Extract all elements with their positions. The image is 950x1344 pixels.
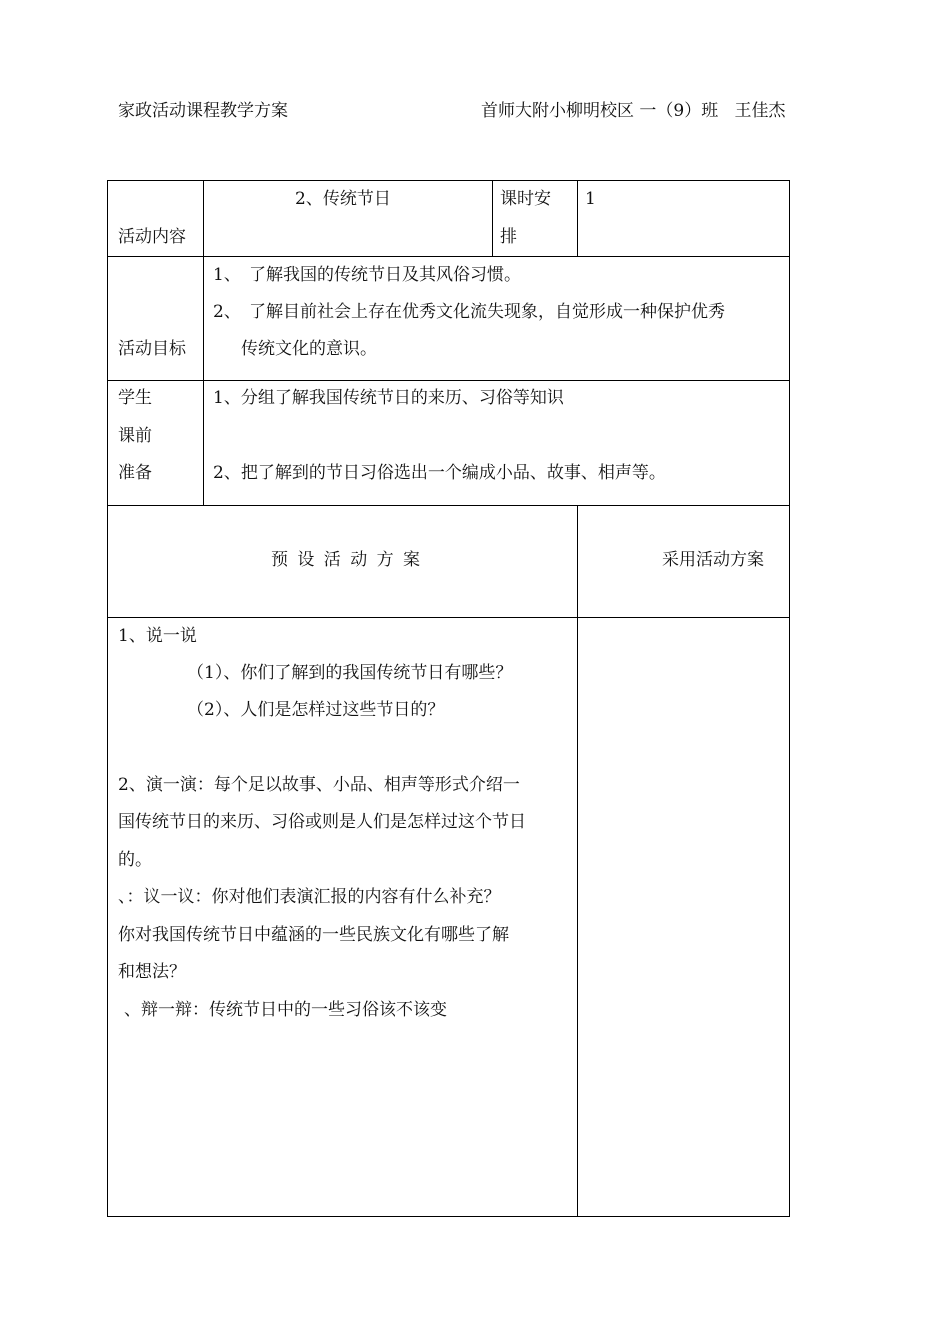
row-divider [107, 617, 790, 618]
school-name: 首师大附小柳明校区 [481, 101, 634, 121]
table-border-bottom [107, 1216, 790, 1217]
row-divider [107, 380, 790, 381]
preset-plan-heading: 预 设 活 动 方 案 [271, 550, 423, 570]
plan-section-3-line1: 、：议一议：你对他们表演汇报的内容有什么补充？ [118, 887, 501, 907]
row-label-student-prep-2: 课前 [118, 426, 152, 446]
goal-2-text-cont: 传统文化的意识。 [241, 339, 377, 359]
goal-2-number: 2、 [213, 302, 241, 322]
plan-section-3-line3: 和想法？ [118, 962, 186, 982]
row-divider [107, 256, 790, 257]
plan-section-3-line2: 你对我国传统节日中蕴涵的一些民族文化有哪些了解 [118, 925, 509, 945]
activity-content-value: 2、传统节日 [295, 189, 391, 209]
plan-section-1-q1: （1）、你们了解到的我国传统节日有哪些？ [187, 663, 513, 683]
goal-1-text: 了解我国的传统节日及其风俗习惯。 [249, 265, 521, 285]
goal-1-number: 1、 [213, 265, 241, 285]
plan-section-1-q2: （2）、人们是怎样过这些节日的？ [187, 700, 445, 720]
plan-section-2-line3: 的。 [118, 850, 152, 870]
class-name: 一（9）班 [639, 101, 719, 121]
lesson-plan-table [107, 180, 790, 1217]
row-label-activity-content: 活动内容 [118, 227, 186, 247]
table-border-top [107, 180, 790, 181]
label-column-divider [203, 180, 204, 505]
row-label-student-prep: 学生 [118, 388, 152, 408]
plan-section-4-line1: 、辩一辩：传统节日中的一些习俗该不该变 [124, 1000, 447, 1020]
hours-column-divider [492, 180, 493, 256]
plan-section-1-title: 1、说一说 [118, 626, 197, 646]
table-border-right [789, 180, 790, 1217]
hours-value-divider [577, 180, 578, 256]
header-info [481, 96, 785, 121]
teacher-name: 王佳杰 [734, 101, 786, 121]
hours-label: 课时安 [500, 189, 551, 209]
table-border-left [107, 180, 108, 1217]
plan-section-2-line1: 2、演一演：每个足以故事、小品、相声等形式介绍一 [118, 775, 520, 795]
document-title: 家政活动课程教学方案 [118, 101, 288, 121]
row-label-student-prep-3: 准备 [118, 463, 152, 483]
prep-item-2: 2、把了解到的节日习俗选出一个编成小品、故事、相声等。 [213, 463, 666, 483]
hours-value: 1 [585, 189, 596, 209]
hours-label-cont: 排 [500, 227, 517, 247]
row-divider [107, 505, 790, 506]
prep-item-1: 1、分组了解我国传统节日的来历、习俗等知识 [213, 388, 564, 408]
adopted-plan-heading: 采用活动方案 [662, 550, 764, 570]
plan-column-divider [577, 505, 578, 1217]
plan-section-2-line2: 国传统节日的来历、习俗或则是人们是怎样过这个节日 [118, 812, 526, 832]
goal-2-text: 了解目前社会上存在优秀文化流失现象，自觉形成一种保护优秀 [249, 302, 725, 322]
row-label-activity-goals: 活动目标 [118, 339, 186, 359]
